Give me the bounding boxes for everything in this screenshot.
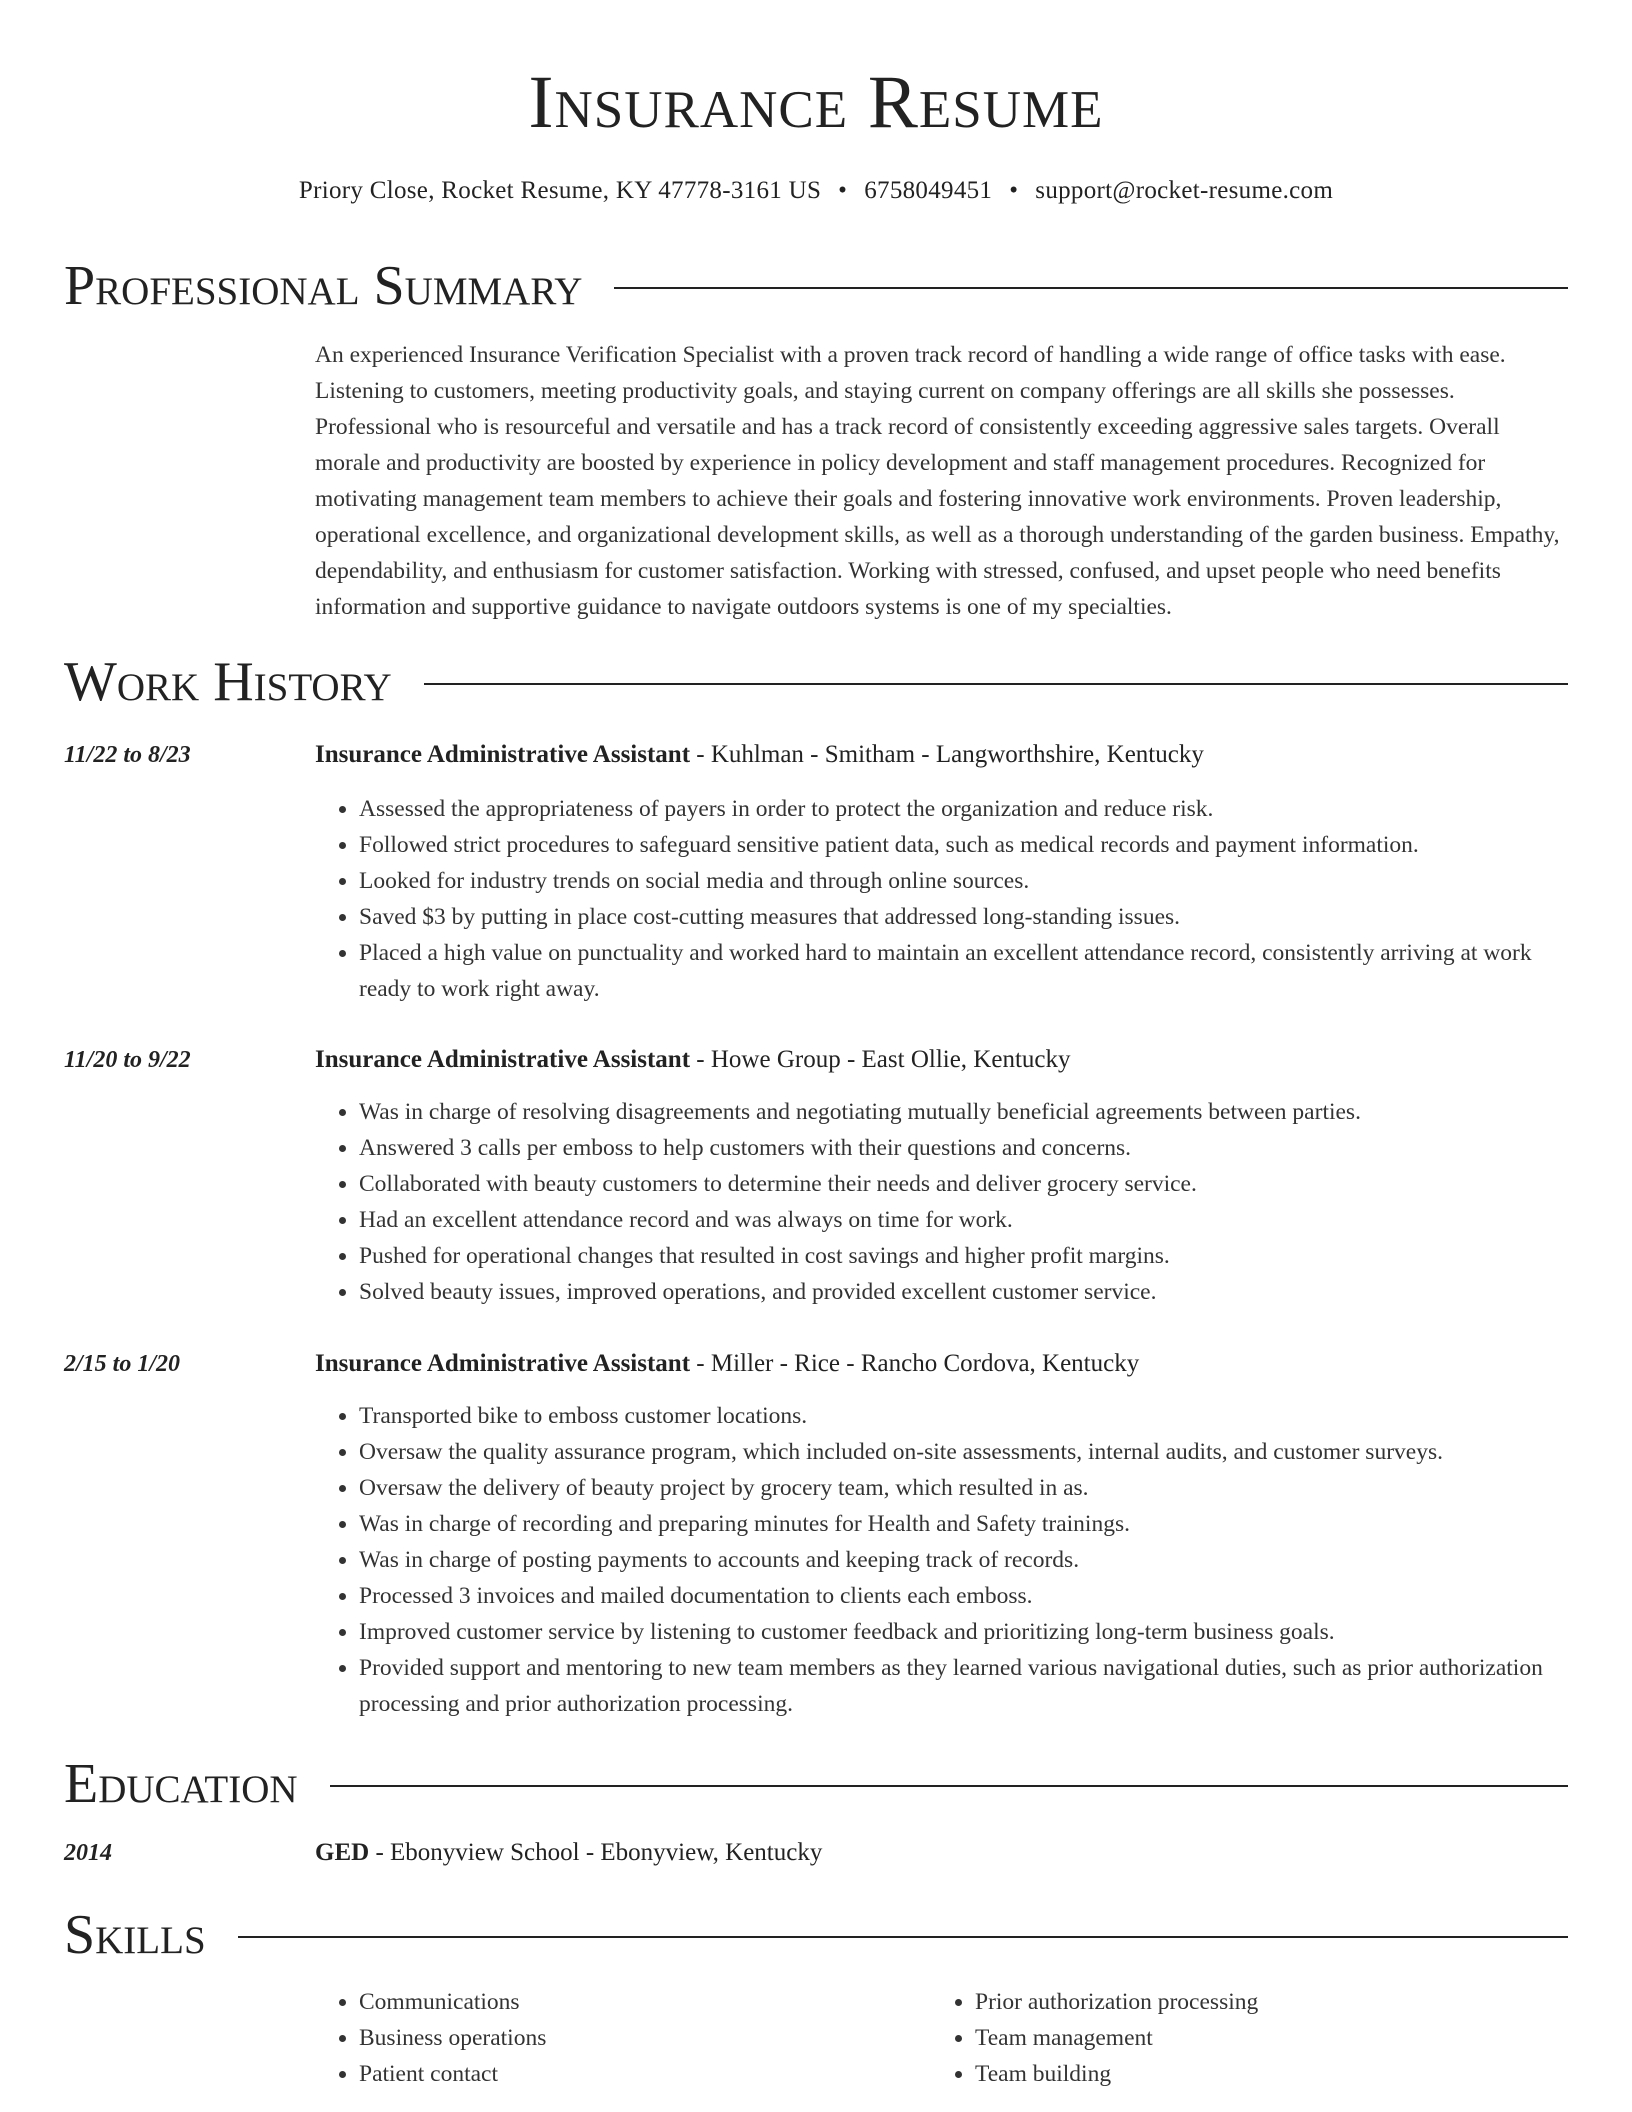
education-heading-text: Education bbox=[64, 1753, 298, 1815]
skill-item: • Team management bbox=[975, 2020, 1575, 2056]
contact-line bbox=[0, 174, 1632, 208]
work-section-heading bbox=[64, 650, 1568, 714]
skill-item: • Business operations bbox=[359, 2020, 919, 2056]
skill-item: • Communications bbox=[359, 1984, 919, 2020]
job-title: Insurance Administrative Assistant bbox=[315, 741, 691, 768]
contact-email: support@rocket-resume.com bbox=[1035, 177, 1334, 204]
skills-list-left bbox=[315, 1984, 919, 2092]
work-bullet: • Processed 3 invoices and mailed documentation to clients each emboss. bbox=[359, 1578, 1568, 1614]
job-title: Insurance Administrative Assistant bbox=[315, 1350, 691, 1377]
work-bullet: • Saved $3 by putting in place cost-cutting measures that addressed long-standing issues. bbox=[359, 899, 1568, 935]
summary-heading-text: Professional Summary bbox=[64, 255, 583, 317]
work-entry-dates: 11/22 to 8/23 bbox=[64, 742, 191, 768]
job-title: Insurance Administrative Assistant bbox=[315, 1046, 691, 1073]
section-divider bbox=[330, 1785, 1568, 1787]
contact-address: Priory Close, Rocket Resume, KY 47778-3161 US bbox=[298, 177, 822, 204]
work-entry-bullets bbox=[315, 1094, 1568, 1310]
skill-item: • Patient contact bbox=[359, 2056, 919, 2092]
skills-section-heading bbox=[64, 1903, 1568, 1967]
work-bullet: • Was in charge of resolving disagreements and negotiating mutually beneficial agreements between parties. bbox=[359, 1094, 1568, 1130]
education-degree: GED bbox=[315, 1839, 370, 1866]
work-entry-bullets bbox=[315, 1398, 1568, 1722]
contact-separator: • bbox=[1009, 177, 1019, 204]
section-divider bbox=[614, 287, 1568, 289]
work-heading-text: Work History bbox=[64, 651, 392, 713]
work-entry-dates: 2/15 to 1/20 bbox=[64, 1351, 181, 1377]
work-entry-bullets bbox=[315, 791, 1568, 1007]
work-bullet: • Oversaw the delivery of beauty project by grocery team, which resulted in as. bbox=[359, 1470, 1568, 1506]
education-year: 2014 bbox=[64, 1840, 112, 1866]
work-bullet: • Followed strict procedures to safeguard sensitive patient data, such as medical records and payment information. bbox=[359, 827, 1568, 863]
education-header bbox=[315, 1836, 1568, 1870]
work-entry-header bbox=[315, 738, 1568, 772]
skills-list-right bbox=[931, 1984, 1575, 2092]
skill-item: • Prior authorization processing bbox=[975, 1984, 1575, 2020]
work-bullet: • Collaborated with beauty customers to determine their needs and deliver grocery service. bbox=[359, 1166, 1568, 1202]
skills-heading-text: Skills bbox=[64, 1904, 206, 1966]
contact-separator: • bbox=[838, 177, 848, 204]
work-bullet: • Transported bike to emboss customer locations. bbox=[359, 1398, 1568, 1434]
education-section-heading bbox=[64, 1752, 1568, 1816]
work-bullet: • Was in charge of recording and preparing minutes for Health and Safety trainings. bbox=[359, 1506, 1568, 1542]
summary-section-heading bbox=[64, 254, 1568, 318]
work-bullet: • Provided support and mentoring to new team members as they learned various navigational duties, such as prior authorization processing and prior authorization processing. bbox=[359, 1650, 1568, 1722]
work-entry-header bbox=[315, 1347, 1568, 1381]
work-bullet: • Had an excellent attendance record and was always on time for work. bbox=[359, 1202, 1568, 1238]
work-bullet: • Solved beauty issues, improved operations, and provided excellent customer service. bbox=[359, 1274, 1568, 1310]
work-bullet: • Placed a high value on punctuality and worked hard to maintain an excellent attendance record, consistently arriving at work ready to work right away. bbox=[359, 935, 1568, 1007]
skill-item: • Team building bbox=[975, 2056, 1575, 2092]
summary-paragraph: An experienced Insurance Verification Specialist with a proven track record of handling a wide range of office tasks with ease. Listening to customers, meeting productivity goals, and staying current on company offerings are all skills she possesses. Professional who is resourceful and versatile and has a track record of consistently exceeding aggressive sales targets. Overall morale and productivity are boosted by experience in policy development and staff management procedures. Recognized for motivating management team members to achieve their goals and fostering innovative work environments. Proven leadership, operational excellence, and organizational development skills, as well as a thorough understanding of the garden business. Empathy, dependability, and enthusiasm for customer satisfaction. Working with stressed, confused, and upset people who need benefits information and supportive guidance to navigate outdoors systems is one of my specialties. bbox=[315, 342, 1560, 620]
contact-phone: 6758049451 bbox=[864, 177, 993, 204]
work-bullet: • Looked for industry trends on social media and through online sources. bbox=[359, 863, 1568, 899]
work-entry-dates: 11/20 to 9/22 bbox=[64, 1047, 191, 1073]
education-entry bbox=[64, 1836, 1568, 1872]
work-bullet: • Pushed for operational changes that resulted in cost savings and higher profit margins. bbox=[359, 1238, 1568, 1274]
work-bullet: • Answered 3 calls per emboss to help customers with their questions and concerns. bbox=[359, 1130, 1568, 1166]
section-divider bbox=[424, 683, 1568, 685]
job-employer-location: - Kuhlman - Smitham - Langworthshire, Kentucky bbox=[690, 741, 1204, 768]
work-entry-header bbox=[315, 1043, 1568, 1077]
work-bullet: • Oversaw the quality assurance program, which included on-site assessments, internal audits, and customer surveys. bbox=[359, 1434, 1568, 1470]
education-school-location: - Ebonyview School - Ebonyview, Kentucky bbox=[369, 1839, 823, 1866]
job-employer-location: - Howe Group - East Ollie, Kentucky bbox=[690, 1046, 1071, 1073]
job-employer-location: - Miller - Rice - Rancho Cordova, Kentucky bbox=[690, 1350, 1140, 1377]
work-bullet: • Improved customer service by listening to customer feedback and prioritizing long-term business goals. bbox=[359, 1614, 1568, 1650]
work-bullet: • Was in charge of posting payments to accounts and keeping track of records. bbox=[359, 1542, 1568, 1578]
section-divider bbox=[238, 1936, 1568, 1938]
work-bullet: • Assessed the appropriateness of payers in order to protect the organization and reduce risk. bbox=[359, 791, 1568, 827]
resume-title: Insurance Resume bbox=[528, 61, 1104, 144]
